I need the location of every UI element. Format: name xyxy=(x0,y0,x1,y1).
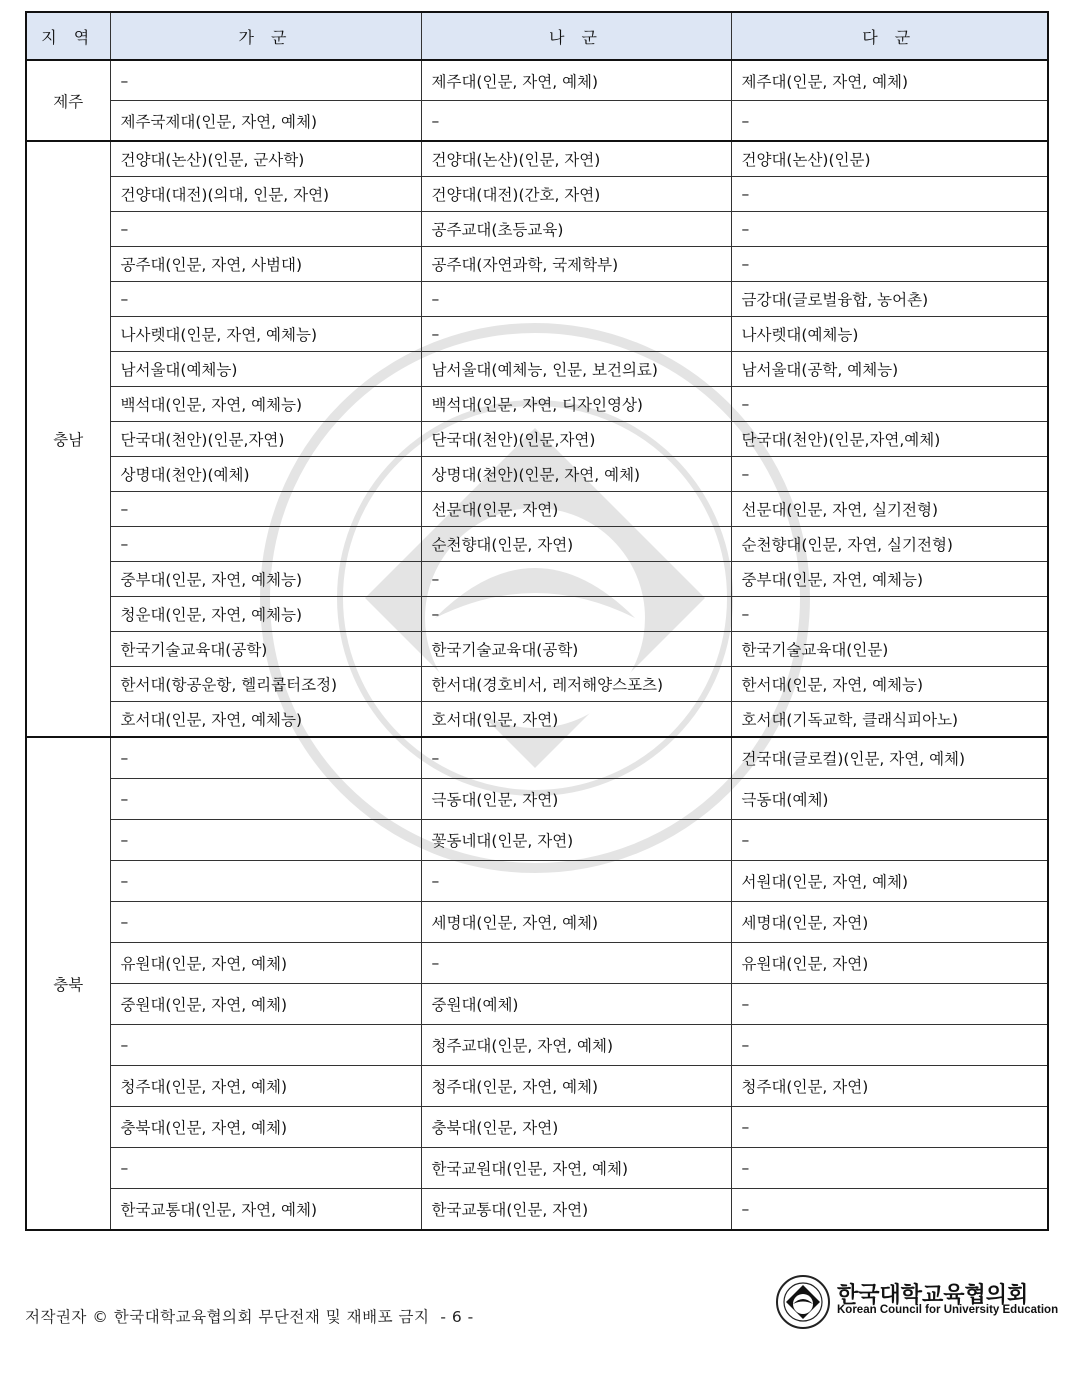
table-row xyxy=(26,422,1048,457)
region-cell: 제주 xyxy=(26,60,110,141)
region-group xyxy=(26,141,1048,737)
na-group-cell: – xyxy=(421,597,731,632)
da-group-cell: 한서대(인문, 자연, 예체능) xyxy=(731,667,1048,702)
table-row xyxy=(26,702,1048,738)
region-cell: 충남 xyxy=(26,141,110,737)
na-group-cell: – xyxy=(421,317,731,352)
da-group-cell: – xyxy=(731,984,1048,1025)
table-row xyxy=(26,317,1048,352)
da-group-cell: – xyxy=(731,820,1048,861)
ga-group-cell: – xyxy=(110,60,421,101)
da-group-cell: 순천향대(인문, 자연, 실기전형) xyxy=(731,527,1048,562)
table-row xyxy=(26,943,1048,984)
ga-group-cell: – xyxy=(110,492,421,527)
header-na-group: 나 군 xyxy=(421,12,731,60)
council-emblem-icon xyxy=(775,1274,831,1330)
da-group-cell: 극동대(예체) xyxy=(731,779,1048,820)
table-row xyxy=(26,1066,1048,1107)
logo-name-english: Korean Council for University Education xyxy=(837,1304,1059,1316)
table-row xyxy=(26,492,1048,527)
na-group-cell: 공주대(자연과학, 국제학부) xyxy=(421,247,731,282)
da-group-cell: 세명대(인문, 자연) xyxy=(731,902,1048,943)
da-group-cell: – xyxy=(731,1148,1048,1189)
da-group-cell: 단국대(천안)(인문,자연,예체) xyxy=(731,422,1048,457)
na-group-cell: 꽃동네대(인문, 자연) xyxy=(421,820,731,861)
table-row xyxy=(26,632,1048,667)
ga-group-cell: 나사렛대(인문, 자연, 예체능) xyxy=(110,317,421,352)
da-group-cell: – xyxy=(731,212,1048,247)
ga-group-cell: – xyxy=(110,779,421,820)
council-logo xyxy=(775,1274,1059,1334)
logo-name-korean: 한국대학교육협의회 xyxy=(837,1283,1029,1308)
da-group-cell: 중부대(인문, 자연, 예체능) xyxy=(731,562,1048,597)
ga-group-cell: 공주대(인문, 자연, 사범대) xyxy=(110,247,421,282)
na-group-cell: 극동대(인문, 자연) xyxy=(421,779,731,820)
table-row xyxy=(26,212,1048,247)
table-row xyxy=(26,1189,1048,1231)
na-group-cell: 백석대(인문, 자연, 디자인영상) xyxy=(421,387,731,422)
ga-group-cell: 청주대(인문, 자연, 예체) xyxy=(110,1066,421,1107)
na-group-cell: – xyxy=(421,562,731,597)
ga-group-cell: 건양대(대전)(의대, 인문, 자연) xyxy=(110,177,421,212)
na-group-cell: 한국교통대(인문, 자연) xyxy=(421,1189,731,1231)
na-group-cell: – xyxy=(421,101,731,142)
na-group-cell: 충북대(인문, 자연) xyxy=(421,1107,731,1148)
table-row xyxy=(26,387,1048,422)
na-group-cell: 한국교원대(인문, 자연, 예체) xyxy=(421,1148,731,1189)
na-group-cell: 공주교대(초등교육) xyxy=(421,212,731,247)
da-group-cell: 나사렛대(예체능) xyxy=(731,317,1048,352)
admission-table xyxy=(25,11,1049,1231)
da-group-cell: – xyxy=(731,597,1048,632)
table-row xyxy=(26,177,1048,212)
table-row xyxy=(26,527,1048,562)
header-region: 지 역 xyxy=(26,12,110,60)
region-cell: 충북 xyxy=(26,737,110,1230)
table-row xyxy=(26,861,1048,902)
na-group-cell: 선문대(인문, 자연) xyxy=(421,492,731,527)
table-row xyxy=(26,667,1048,702)
da-group-cell: 제주대(인문, 자연, 예체) xyxy=(731,60,1048,101)
table-row xyxy=(26,101,1048,142)
table-row xyxy=(26,597,1048,632)
ga-group-cell: 한국기술교육대(공학) xyxy=(110,632,421,667)
ga-group-cell: 중부대(인문, 자연, 예체능) xyxy=(110,562,421,597)
ga-group-cell: 백석대(인문, 자연, 예체능) xyxy=(110,387,421,422)
da-group-cell: 금강대(글로벌융합, 농어촌) xyxy=(731,282,1048,317)
ga-group-cell: – xyxy=(110,820,421,861)
na-group-cell: – xyxy=(421,282,731,317)
na-group-cell: 세명대(인문, 자연, 예체) xyxy=(421,902,731,943)
ga-group-cell: 중원대(인문, 자연, 예체) xyxy=(110,984,421,1025)
da-group-cell: – xyxy=(731,1189,1048,1231)
da-group-cell: – xyxy=(731,101,1048,142)
da-group-cell: 한국기술교육대(인문) xyxy=(731,632,1048,667)
na-group-cell: – xyxy=(421,737,731,779)
na-group-cell: 호서대(인문, 자연) xyxy=(421,702,731,738)
na-group-cell: 순천향대(인문, 자연) xyxy=(421,527,731,562)
ga-group-cell: – xyxy=(110,527,421,562)
footer-copyright xyxy=(25,1305,474,1327)
da-group-cell: – xyxy=(731,1025,1048,1066)
region-group xyxy=(26,737,1048,1230)
na-group-cell: 청주교대(인문, 자연, 예체) xyxy=(421,1025,731,1066)
na-group-cell: 제주대(인문, 자연, 예체) xyxy=(421,60,731,101)
table-row xyxy=(26,779,1048,820)
da-group-cell: 남서울대(공학, 예체능) xyxy=(731,352,1048,387)
na-group-cell: 단국대(천안)(인문,자연) xyxy=(421,422,731,457)
na-group-cell: 건양대(대전)(간호, 자연) xyxy=(421,177,731,212)
da-group-cell: 건양대(논산)(인문) xyxy=(731,141,1048,177)
table-row xyxy=(26,457,1048,492)
ga-group-cell: 청운대(인문, 자연, 예체능) xyxy=(110,597,421,632)
ga-group-cell: – xyxy=(110,212,421,247)
da-group-cell: – xyxy=(731,1107,1048,1148)
da-group-cell: 건국대(글로컬)(인문, 자연, 예체) xyxy=(731,737,1048,779)
da-group-cell: 호서대(기독교학, 클래식피아노) xyxy=(731,702,1048,738)
table-row xyxy=(26,60,1048,101)
na-group-cell: 상명대(천안)(인문, 자연, 예체) xyxy=(421,457,731,492)
ga-group-cell: – xyxy=(110,282,421,317)
ga-group-cell: 남서울대(예체능) xyxy=(110,352,421,387)
ga-group-cell: 건양대(논산)(인문, 군사학) xyxy=(110,141,421,177)
da-group-cell: 서원대(인문, 자연, 예체) xyxy=(731,861,1048,902)
da-group-cell: – xyxy=(731,387,1048,422)
copyright-text: 저작권자 © 한국대학교육협의회 무단전재 및 재배포 금지 xyxy=(25,1308,430,1326)
ga-group-cell: – xyxy=(110,902,421,943)
table-row xyxy=(26,247,1048,282)
da-group-cell: 청주대(인문, 자연) xyxy=(731,1066,1048,1107)
ga-group-cell: 한서대(항공운항, 헬리콥터조정) xyxy=(110,667,421,702)
table-header-row xyxy=(26,12,1048,60)
header-da-group: 다 군 xyxy=(731,12,1048,60)
table-row xyxy=(26,352,1048,387)
na-group-cell: 남서울대(예체능, 인문, 보건의료) xyxy=(421,352,731,387)
table-row xyxy=(26,902,1048,943)
ga-group-cell: 제주국제대(인문, 자연, 예체) xyxy=(110,101,421,142)
ga-group-cell: 단국대(천안)(인문,자연) xyxy=(110,422,421,457)
table-row xyxy=(26,141,1048,177)
ga-group-cell: – xyxy=(110,1025,421,1066)
region-group xyxy=(26,60,1048,141)
da-group-cell: – xyxy=(731,457,1048,492)
na-group-cell: 한서대(경호비서, 레저해양스포츠) xyxy=(421,667,731,702)
ga-group-cell: – xyxy=(110,737,421,779)
ga-group-cell: 유원대(인문, 자연, 예체) xyxy=(110,943,421,984)
da-group-cell: – xyxy=(731,247,1048,282)
da-group-cell: – xyxy=(731,177,1048,212)
table-row xyxy=(26,737,1048,779)
table-row xyxy=(26,282,1048,317)
ga-group-cell: 호서대(인문, 자연, 예체능) xyxy=(110,702,421,738)
ga-group-cell: 한국교통대(인문, 자연, 예체) xyxy=(110,1189,421,1231)
ga-group-cell: – xyxy=(110,1148,421,1189)
na-group-cell: – xyxy=(421,861,731,902)
na-group-cell: – xyxy=(421,943,731,984)
na-group-cell: 한국기술교육대(공학) xyxy=(421,632,731,667)
table-row xyxy=(26,984,1048,1025)
table-row xyxy=(26,1107,1048,1148)
na-group-cell: 중원대(예체) xyxy=(421,984,731,1025)
table-row xyxy=(26,1025,1048,1066)
table-row xyxy=(26,562,1048,597)
header-ga-group: 가 군 xyxy=(110,12,421,60)
na-group-cell: 건양대(논산)(인문, 자연) xyxy=(421,141,731,177)
admission-table-container xyxy=(25,11,1047,1231)
page-number: - 6 - xyxy=(440,1308,474,1326)
table-row xyxy=(26,1148,1048,1189)
ga-group-cell: – xyxy=(110,861,421,902)
ga-group-cell: 상명대(천안)(예체) xyxy=(110,457,421,492)
na-group-cell: 청주대(인문, 자연, 예체) xyxy=(421,1066,731,1107)
da-group-cell: 유원대(인문, 자연) xyxy=(731,943,1048,984)
table-row xyxy=(26,820,1048,861)
da-group-cell: 선문대(인문, 자연, 실기전형) xyxy=(731,492,1048,527)
ga-group-cell: 충북대(인문, 자연, 예체) xyxy=(110,1107,421,1148)
